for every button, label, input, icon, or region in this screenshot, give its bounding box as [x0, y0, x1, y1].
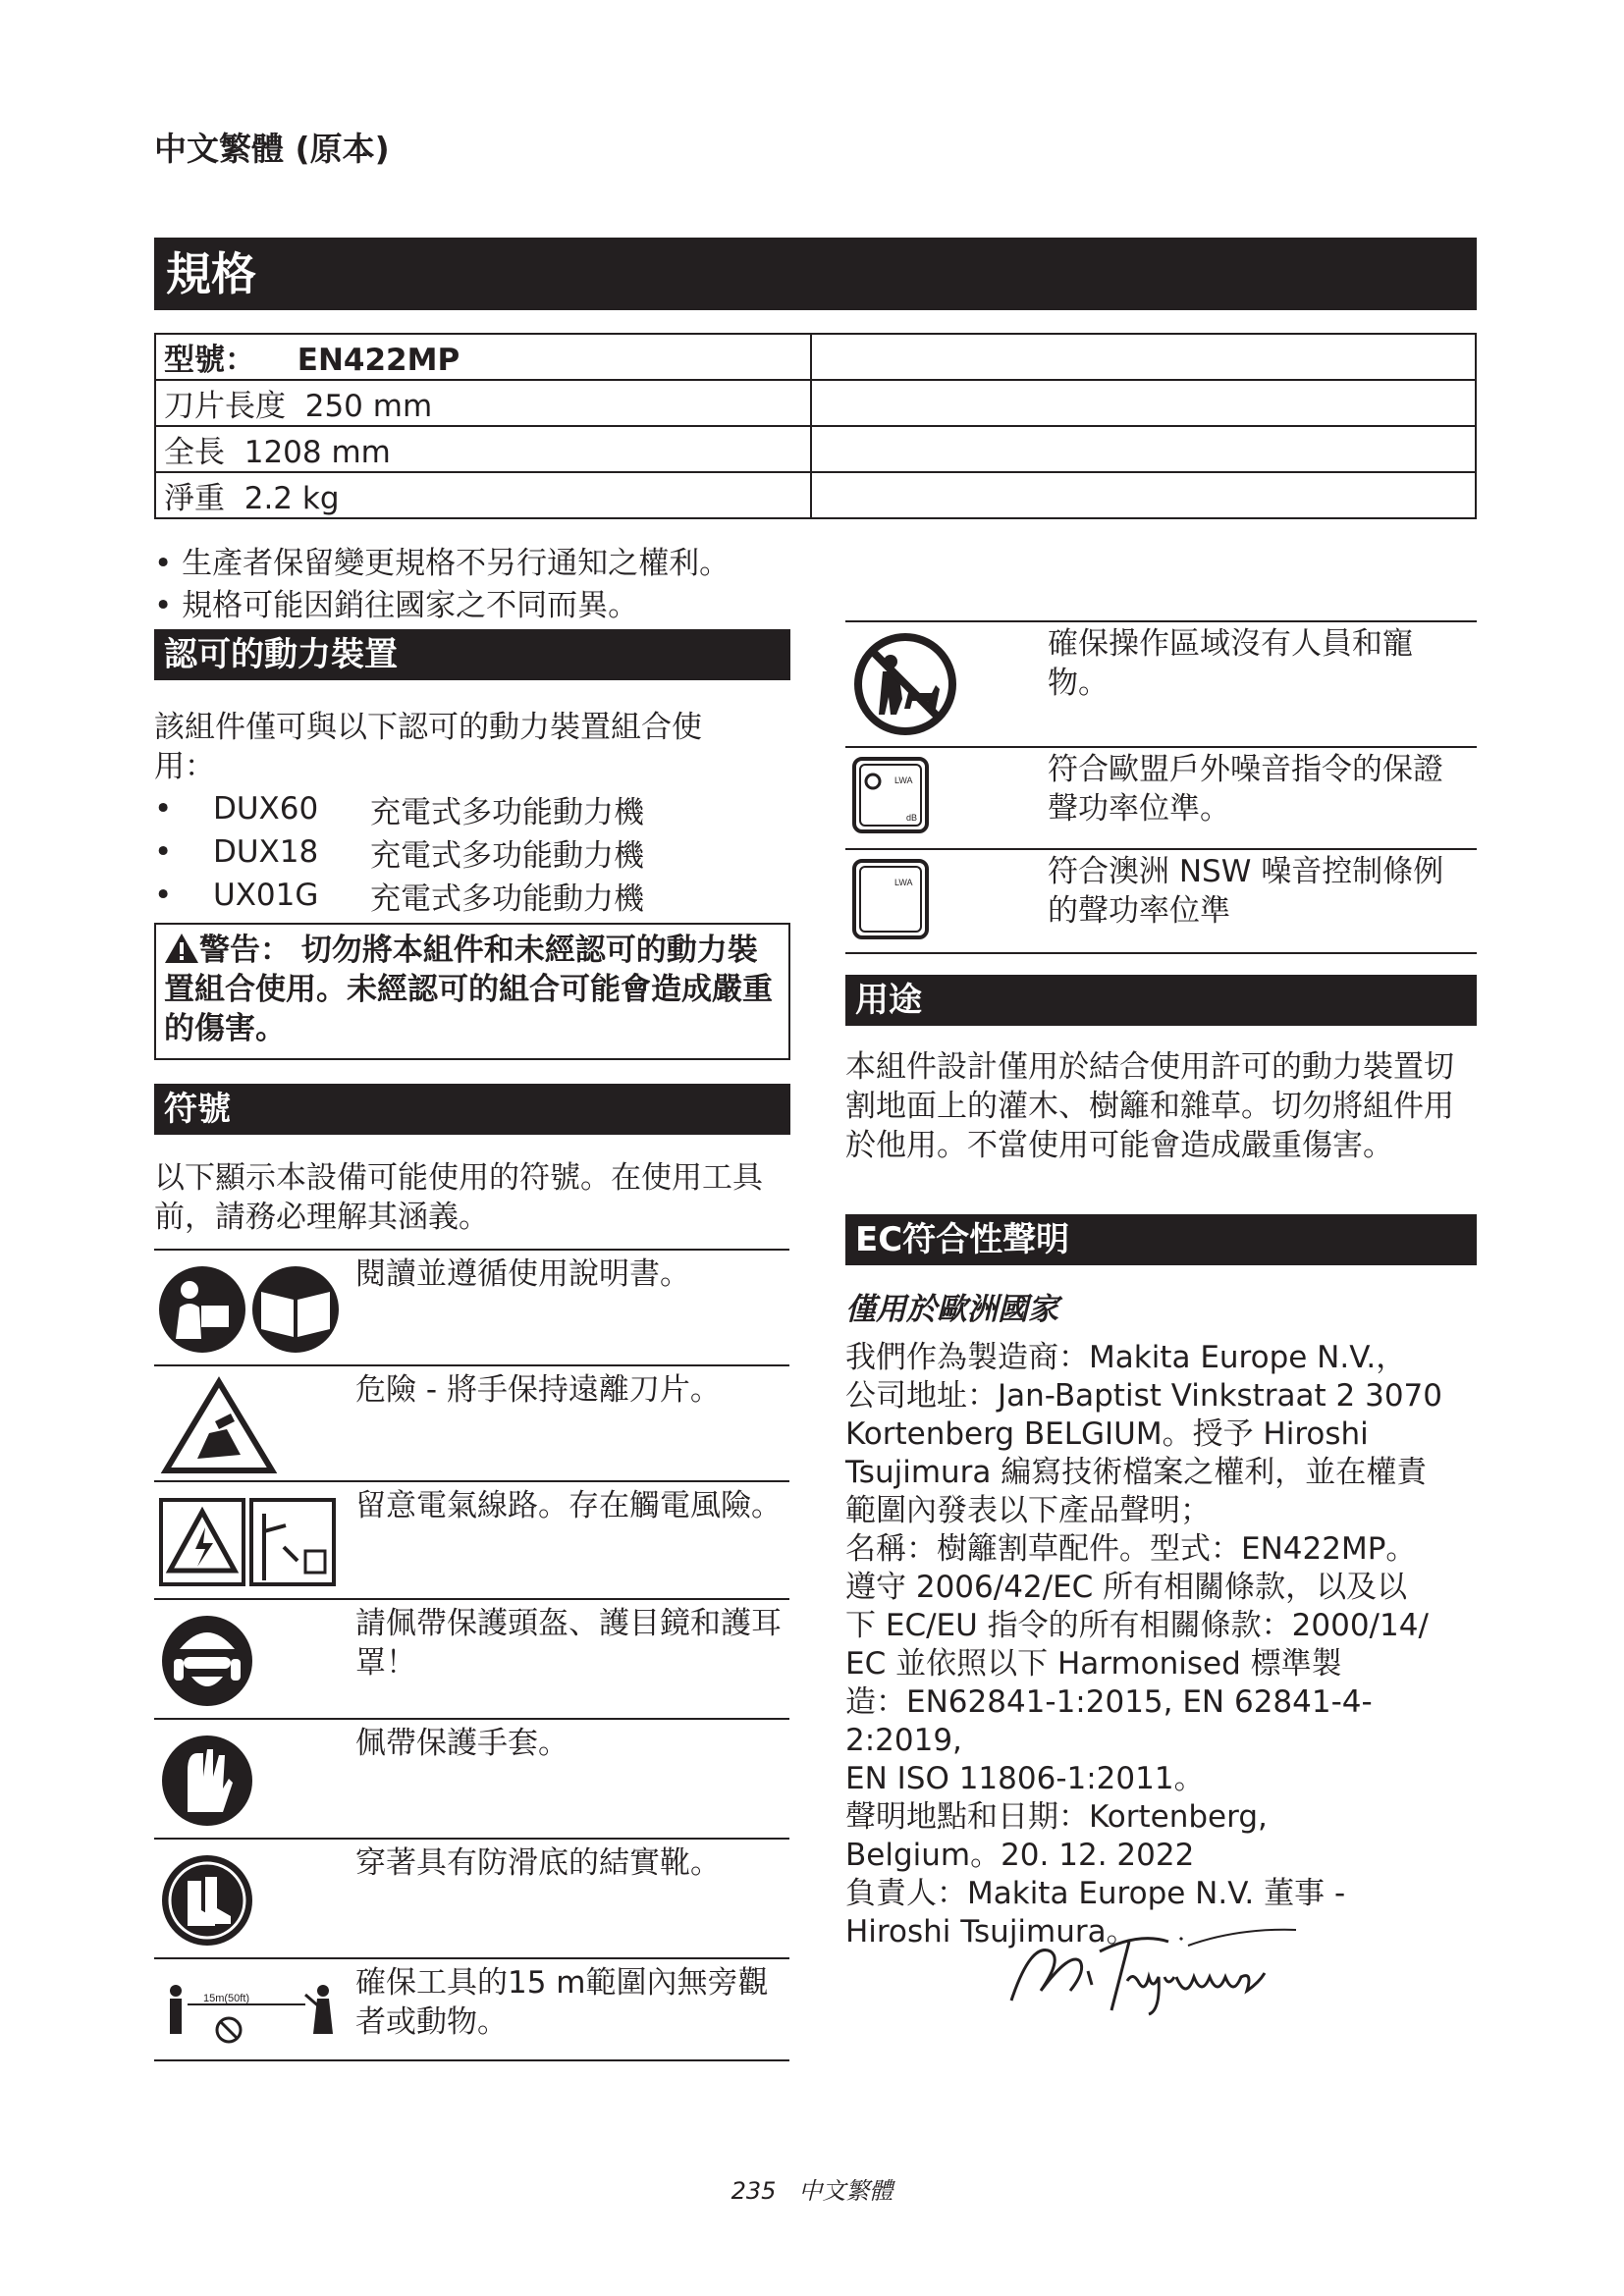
- ec-subheading: 僅用於歐洲國家: [845, 1292, 1058, 1327]
- spec-value: 250 mm: [304, 389, 433, 424]
- symbol-row: [154, 1249, 789, 1366]
- symbol-text: 佩帶保護手套。: [355, 1726, 568, 1761]
- list-item: • UX01G 充電式多功能動力機: [154, 878, 644, 917]
- symbol-text: 請佩帶保護頭盔、護目鏡和護耳罩！: [355, 1606, 782, 1681]
- noise-unit: dB: [906, 813, 918, 823]
- ec-line: 下 EC/EU 指令的所有相關條款：2000/14/: [845, 1608, 1429, 1643]
- ec-declaration-heading: EC符合性聲明: [845, 1214, 1477, 1265]
- power-units-intro: 該組件僅可與以下認可的動力裝置組合使用：: [154, 710, 702, 784]
- symbol-text: 危險 - 將手保持遠離刀片。: [355, 1372, 721, 1408]
- spec-value: 2.2 kg: [244, 481, 340, 516]
- spec-value: 1208 mm: [244, 435, 391, 470]
- helmet-goggles-earmuffs-icon: [158, 1610, 345, 1708]
- noise-label: LWA: [894, 878, 913, 887]
- page-footer: [0, 2171, 1624, 2206]
- distance-label: 15m(50ft): [203, 1993, 250, 2004]
- power-units-heading: 認可的動力裝置: [154, 629, 790, 680]
- table-row: [155, 380, 1476, 426]
- signature: [1001, 1912, 1316, 2030]
- spec-key: 淨重: [164, 481, 225, 516]
- list-item: • DUX18 充電式多功能動力機: [154, 834, 644, 874]
- symbol-text: 穿著具有防滑底的結實靴。: [355, 1845, 721, 1881]
- symbol-text: 符合歐盟戶外噪音指令的保證聲功率位準。: [1048, 752, 1443, 827]
- power-unit-list: [154, 787, 783, 917]
- ec-declaration-body: [845, 1291, 1484, 1951]
- ec-line: 範圍內發表以下產品聲明；: [845, 1493, 1211, 1528]
- spec-note: • 規格可能因銷往國家之不同而異。: [154, 588, 639, 623]
- warning-box: [154, 923, 790, 1060]
- symbol-row: [154, 1718, 789, 1840]
- table-row: [155, 334, 1476, 380]
- warning-label: 警告：: [199, 933, 291, 968]
- ec-line: EC 並依照以下 Harmonised 標準製: [845, 1646, 1342, 1682]
- footer-language: 中文繁體: [798, 2177, 893, 2205]
- table-row: [155, 472, 1476, 518]
- symbol-row: [845, 746, 1477, 850]
- boots-icon: [158, 1849, 345, 1948]
- ec-line: Tsujimura 編寫技術檔案之權利，並在權責: [845, 1455, 1428, 1490]
- symbol-text: 符合澳洲 NSW 噪音控制條例的聲功率位準: [1048, 854, 1444, 929]
- specs-table: [154, 333, 1477, 519]
- symbol-text: 留意電氣線路。存在觸電風險。: [355, 1488, 782, 1523]
- no-people-pets-icon: [851, 630, 959, 742]
- spec-key: 型號：: [164, 343, 255, 378]
- intended-use-text: 本組件設計僅用於結合使用許可的動力裝置切割地面上的灌木、樹籬和雜草。切勿將組件用於他用。不當使用可能會造成嚴重傷害。: [845, 1049, 1454, 1163]
- ec-line: Belgium。20. 12. 2022: [845, 1838, 1195, 1873]
- symbol-row: [154, 1838, 789, 1959]
- ec-line: Kortenberg BELGIUM。授予 Hiroshi: [845, 1416, 1369, 1452]
- warning-triangle-icon: [164, 933, 199, 964]
- ec-line: 遵守 2006/42/EC 所有相關條款，以及以: [845, 1570, 1408, 1605]
- spec-key: 刀片長度: [164, 389, 286, 424]
- gloves-icon: [158, 1730, 345, 1828]
- ec-line: EN ISO 11806-1:2011。: [845, 1761, 1205, 1796]
- electric-shock-icon: [158, 1492, 345, 1590]
- symbol-text: 確保工具的15 m範圍內無旁觀者或動物。: [355, 1965, 769, 2040]
- warning-text: 切勿將本組件和未經認可的動力裝置組合使用。未經認可的組合可能會造成嚴重的傷害。: [164, 933, 773, 1046]
- language-title: 中文繁體 (原本): [154, 130, 390, 168]
- symbol-row: [845, 620, 1477, 748]
- spec-key: 全長: [164, 435, 225, 470]
- table-row: [155, 426, 1476, 472]
- eu-noise-icon: [851, 756, 930, 838]
- ec-line: 聲明地點和日期：Kortenberg,: [845, 1799, 1268, 1835]
- spec-value: EN422MP: [297, 343, 460, 378]
- symbol-row: [154, 1598, 789, 1720]
- symbols-heading: 符號: [154, 1084, 790, 1135]
- distance-15m-icon: [158, 1969, 345, 2067]
- symbol-text: 閱讀並遵循使用說明書。: [355, 1256, 690, 1292]
- read-manual-icon: [158, 1260, 345, 1359]
- specs-heading: 規格: [154, 238, 1477, 310]
- noise-label: LWA: [894, 775, 913, 785]
- ec-line: 名稱：樹籬割草配件。型式：EN422MP。: [845, 1531, 1417, 1567]
- intended-use-heading: 用途: [845, 975, 1477, 1026]
- ec-line: 負責人：Makita Europe N.V. 董事 -: [845, 1876, 1346, 1911]
- hand-blade-danger-icon: [158, 1376, 345, 1474]
- ec-line: Hiroshi Tsujimura。: [845, 1914, 1137, 1949]
- symbol-row: [154, 1364, 789, 1482]
- symbol-row: [845, 848, 1477, 954]
- symbols-intro: 以下顯示本設備可能使用的符號。在使用工具前，請務必理解其涵義。: [154, 1160, 763, 1235]
- ec-line: 公司地址：Jan-Baptist Vinkstraat 2 3070: [845, 1378, 1442, 1414]
- nsw-noise-icon: [851, 858, 930, 944]
- page-number: 235: [731, 2177, 777, 2205]
- list-item: • DUX60 充電式多功能動力機: [154, 791, 644, 830]
- spec-note: • 生產者保留變更規格不另行通知之權利。: [154, 546, 731, 581]
- symbol-row: [154, 1480, 789, 1600]
- ec-line: 我們作為製造商：Makita Europe N.V.，: [845, 1340, 1407, 1375]
- symbol-text: 確保操作區域沒有人員和寵物。: [1048, 626, 1413, 701]
- ec-line: 造：EN62841-1:2015, EN 62841-4-2:2019,: [845, 1684, 1373, 1758]
- symbol-row: [154, 1957, 789, 2061]
